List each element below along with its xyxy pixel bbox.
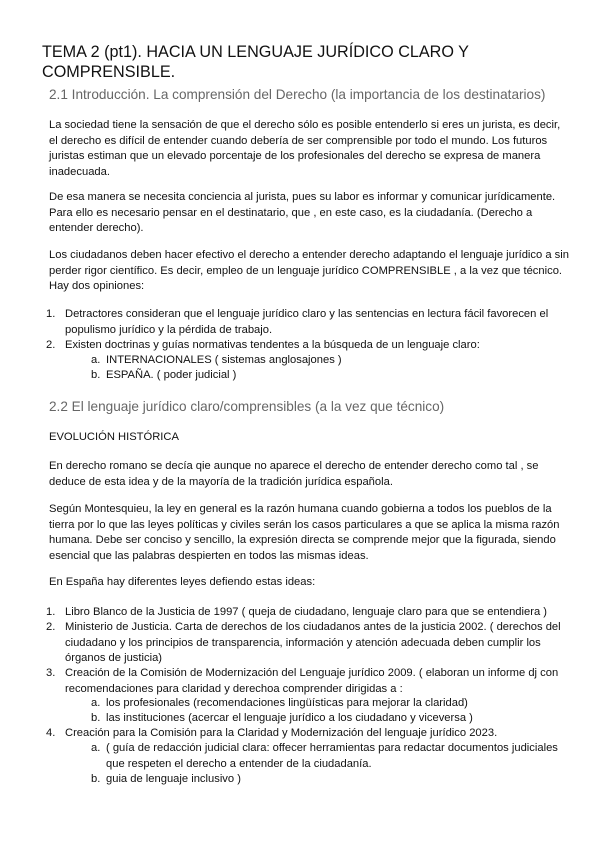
list-marker: b.	[91, 369, 101, 381]
text-line: Detractores consideran que el lenguaje jurídico claro y las sentencias en lectura fácil favorecen el	[65, 308, 549, 320]
text-line: deduce de esta idea y de la mayoría de la tradición jurídica española.	[49, 475, 393, 488]
list-marker: 4.	[46, 727, 56, 739]
text-line: ( guía de redacción judicial clara: offecer herramientas para redactar documentos judiciales	[106, 742, 558, 754]
text-line: juristas estiman que un elevado porcentaje de los profesionales del derecho se expresa de manera	[49, 150, 541, 162]
text-line: Hay dos opiniones:	[49, 280, 145, 292]
paragraph	[49, 575, 574, 591]
text-line: En derecho romano se decía qie aunque no aparece el derecho de entender derecho como tal , se	[49, 460, 539, 472]
text-line: populismo jurídico y la pérdida de trabajo.	[65, 323, 273, 336]
text-line: Creación de la Comisión de Modernización del Lenguaje jurídico 2009. ( elaboran un informe dj con	[65, 667, 559, 679]
paragraph	[49, 190, 574, 237]
text-line: Existen doctrinas y guías normativas tendentes a la búsqueda de un lenguaje claro:	[65, 339, 480, 351]
text-line: La sociedad tiene la sensación de que el derecho sólo es posible entenderlo si eres un jurista, es decir,	[49, 119, 561, 131]
text-line: De esa manera se necesita conciencia al jurista, pues su labor es informar y comunicar jurídicamente.	[49, 191, 556, 203]
text-line: Los ciudadanos deben hacer efectivo el derecho a entender derecho adaptando el lenguaje jurídico a sin	[49, 249, 569, 261]
list-marker: a.	[91, 742, 101, 754]
section-heading-2-1: 2.1 Introducción. La comprensión del Derecho (la importancia de los destinatarios)	[49, 87, 546, 102]
paragraph	[49, 118, 574, 180]
paragraph	[49, 502, 574, 564]
list-marker: b.	[91, 773, 101, 785]
text-line: recomendaciones para claridad y derechoa comprender dirigidas a :	[65, 682, 403, 695]
text-line: guia de lenguaje inclusivo )	[106, 773, 241, 785]
text-line: inadecuada.	[49, 165, 110, 178]
text-line: Ministerio de Justicia. Carta de derechos de los ciudadanos antes de la justicia 2002. ( derechos del	[65, 621, 561, 633]
paragraph	[49, 248, 574, 295]
text-line: los profesionales (recomendaciones lingüísticas para mejorar la claridad)	[106, 697, 468, 709]
title-line-1: TEMA 2 (pt1). HACIA UN LENGUAJE JURÍDICO CLARO Y	[42, 43, 469, 61]
document-title	[42, 43, 562, 82]
list-marker: a.	[91, 354, 101, 366]
paragraph	[49, 459, 574, 490]
text-line: humana. Debe ser conciso y sencillo, la expresión directa se comprende mejor que la figurada, siendo	[49, 534, 556, 546]
text-line: las instituciones (acercar el lenguaje jurídico a los ciudadano y viceversa )	[106, 712, 473, 724]
text-line: entender derecho).	[49, 222, 144, 234]
list-marker: a.	[91, 697, 101, 709]
text-line: ESPAÑA. ( poder judicial )	[106, 369, 237, 381]
list-marker: 2.	[46, 339, 56, 351]
text-line: En España hay diferentes leyes defiendo estas ideas:	[49, 576, 316, 588]
list-marker: 1.	[46, 606, 56, 618]
list-marker: 2.	[46, 621, 56, 633]
subsection-label: EVOLUCIÓN HISTÓRICA	[49, 431, 179, 443]
title-line-2: COMPRENSIBLE.	[42, 62, 176, 81]
list-marker: 3.	[46, 667, 56, 679]
text-line: Creación para la Comisión para la Claridad y Modernización del lenguaje jurídico 2023.	[65, 727, 498, 739]
text-line: Según Montesquieu, la ley en general es la razón humana cuando gobierna a todos los pueblos de la	[49, 503, 552, 515]
text-line: Libro Blanco de la Justicia de 1997 ( queja de ciudadano, lenguaje claro para que se entendiera )	[65, 606, 548, 618]
text-line: INTERNACIONALES ( sistemas anglosajones )	[106, 354, 342, 366]
text-line: Para ello es necesario pensar en el destinatario, que , en este caso, es la ciudadanía. (Derecho a	[49, 206, 533, 219]
text-line: tierra por lo que las leyes políticas y civiles serán los casos particulares a que se aplica la misma razón	[49, 518, 560, 531]
list-marker: b.	[91, 712, 101, 724]
text-line: ciudadano y los principios de transparencia, información y atención adecuada deben cumplir los	[65, 636, 541, 649]
text-line: que respeten el derecho a entender de la ciudadanía.	[106, 757, 372, 770]
text-line: el derecho es difícil de entender cuando debería de ser comprensible por todo el mundo. Los futuros	[49, 134, 548, 147]
section-heading-2-2: 2.2 El lenguaje jurídico claro/comprensibles (a la vez que técnico)	[49, 399, 445, 414]
text-line: perder rigor científico. Es decir, empleo de un lenguaje jurídico COMPRENSIBLE , a la vez que técnico.	[49, 264, 563, 277]
text-line: órganos de justicia)	[65, 652, 163, 664]
list-marker: 1.	[46, 308, 56, 320]
text-line: esencial que las palabras despierten en todos las mismas ideas.	[49, 549, 369, 562]
